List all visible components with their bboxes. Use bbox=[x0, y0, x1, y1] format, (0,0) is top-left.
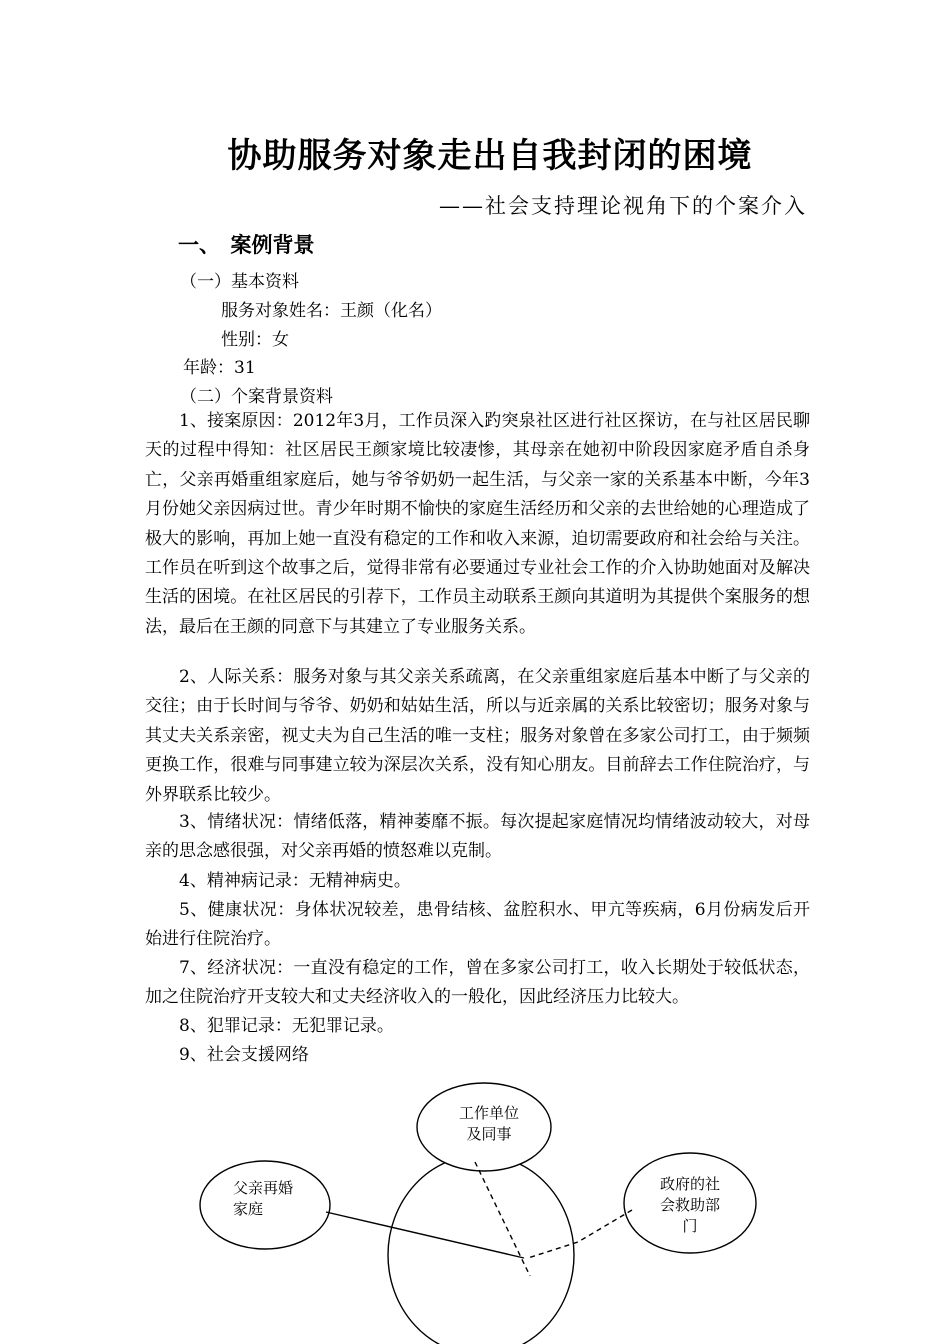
client-gender: 性别：女 bbox=[221, 330, 289, 350]
work-unit-label-line2: 及同事 bbox=[466, 1125, 512, 1143]
paragraph-social-support: 9、社会支援网络 bbox=[179, 1045, 309, 1065]
paragraph-intake-reason: 1、接案原因：2012年3月，工作员深入趵突泉社区进行社区探访，在与社区居民聊天的过程中得知：社区居民王颜家境比较凄惨，其母亲在她初中阶段因家庭矛盾自杀身亡，父亲再婚重组家庭后，她与爷爷奶奶一起生活，与父亲一家的关系基本中断，今年3月份她父亲因病过世。青少年时期不愉快的家庭生活经历和父亲的去世给她的心理造成了极大的影响，再加上她一直没有稳定的工作和收入来源，迫切需要政府和社会给与关注。工作员在听到这个故事之后，觉得非常有必要通过专业社会工作的介入协助她面对及解决生活的困境。在社区居民的引荐下，工作员主动联系王颜向其道明为其提供个案服务的想法，最后在王颜的同意下与其建立了专业服务关系。 bbox=[145, 411, 810, 637]
government-connection-line bbox=[528, 1210, 632, 1258]
subsection-heading-background: （二）个案背景资料 bbox=[180, 387, 333, 407]
paragraph-emotion: 3、情绪状况：情绪低落，精神萎靡不振。每次提起家庭情况均情绪波动较大，对母亲的思念感很强，对父亲再婚的愤怒难以克制。 bbox=[145, 812, 810, 862]
document-title: 协助服务对象走出自我封闭的困境 bbox=[227, 136, 753, 176]
client-age: 年龄：31 bbox=[183, 358, 256, 378]
government-label-line2: 会救助部 bbox=[659, 1196, 721, 1214]
paragraph-relationships: 2、人际关系：服务对象与其父亲关系疏离，在父亲重组家庭后基本中断了与父亲的交往；由于长时间与爷爷、奶奶和姑姑生活，所以与近亲属的关系比较密切；服务对象与其丈夫关系亲密，视丈夫为自己生活的唯一支柱；服务对象曾在多家公司打工，由于频频更换工作，很难与同事建立较为深层次关系，没有知心朋友。目前辞去工作住院治疗，与外界联系比较少。 bbox=[145, 667, 810, 805]
paragraph-psychiatric-record: 4、精神病记录：无精神病史。 bbox=[179, 871, 411, 891]
father-family-node bbox=[200, 1161, 330, 1249]
work-unit-label-line1: 工作单位 bbox=[458, 1104, 520, 1122]
client-circle bbox=[388, 1155, 574, 1344]
father-family-label-line2: 家庭 bbox=[233, 1200, 264, 1218]
section-heading-background: 一、 案例背景 bbox=[178, 233, 315, 257]
paragraph-economy: 7、经济状况：一直没有稳定的工作，曾在多家公司打工，收入长期处于较低状态，加之住院治疗开支较大和丈夫经济收入的一般化，因此经济压力比较大。 bbox=[145, 958, 810, 1008]
subsection-heading-basic: （一）基本资料 bbox=[180, 272, 299, 292]
social-support-network-diagram bbox=[0, 1080, 950, 1344]
government-label-line3: 门 bbox=[682, 1217, 698, 1235]
father-family-label-line1: 父亲再婚 bbox=[233, 1179, 294, 1197]
government-label-line1: 政府的社 bbox=[659, 1175, 721, 1193]
document-subtitle: ——社会支持理论视角下的个案介入 bbox=[439, 194, 807, 218]
paragraph-criminal-record: 8、犯罪记录：无犯罪记录。 bbox=[179, 1016, 394, 1036]
work-connection-line bbox=[475, 1162, 530, 1276]
father-connection-line bbox=[326, 1212, 524, 1258]
client-name: 服务对象姓名：王颜（化名） bbox=[221, 301, 442, 321]
paragraph-health: 5、健康状况：身体状况较差，患骨结核、盆腔积水、甲亢等疾病，6月份病发后开始进行住院治疗。 bbox=[145, 900, 810, 950]
